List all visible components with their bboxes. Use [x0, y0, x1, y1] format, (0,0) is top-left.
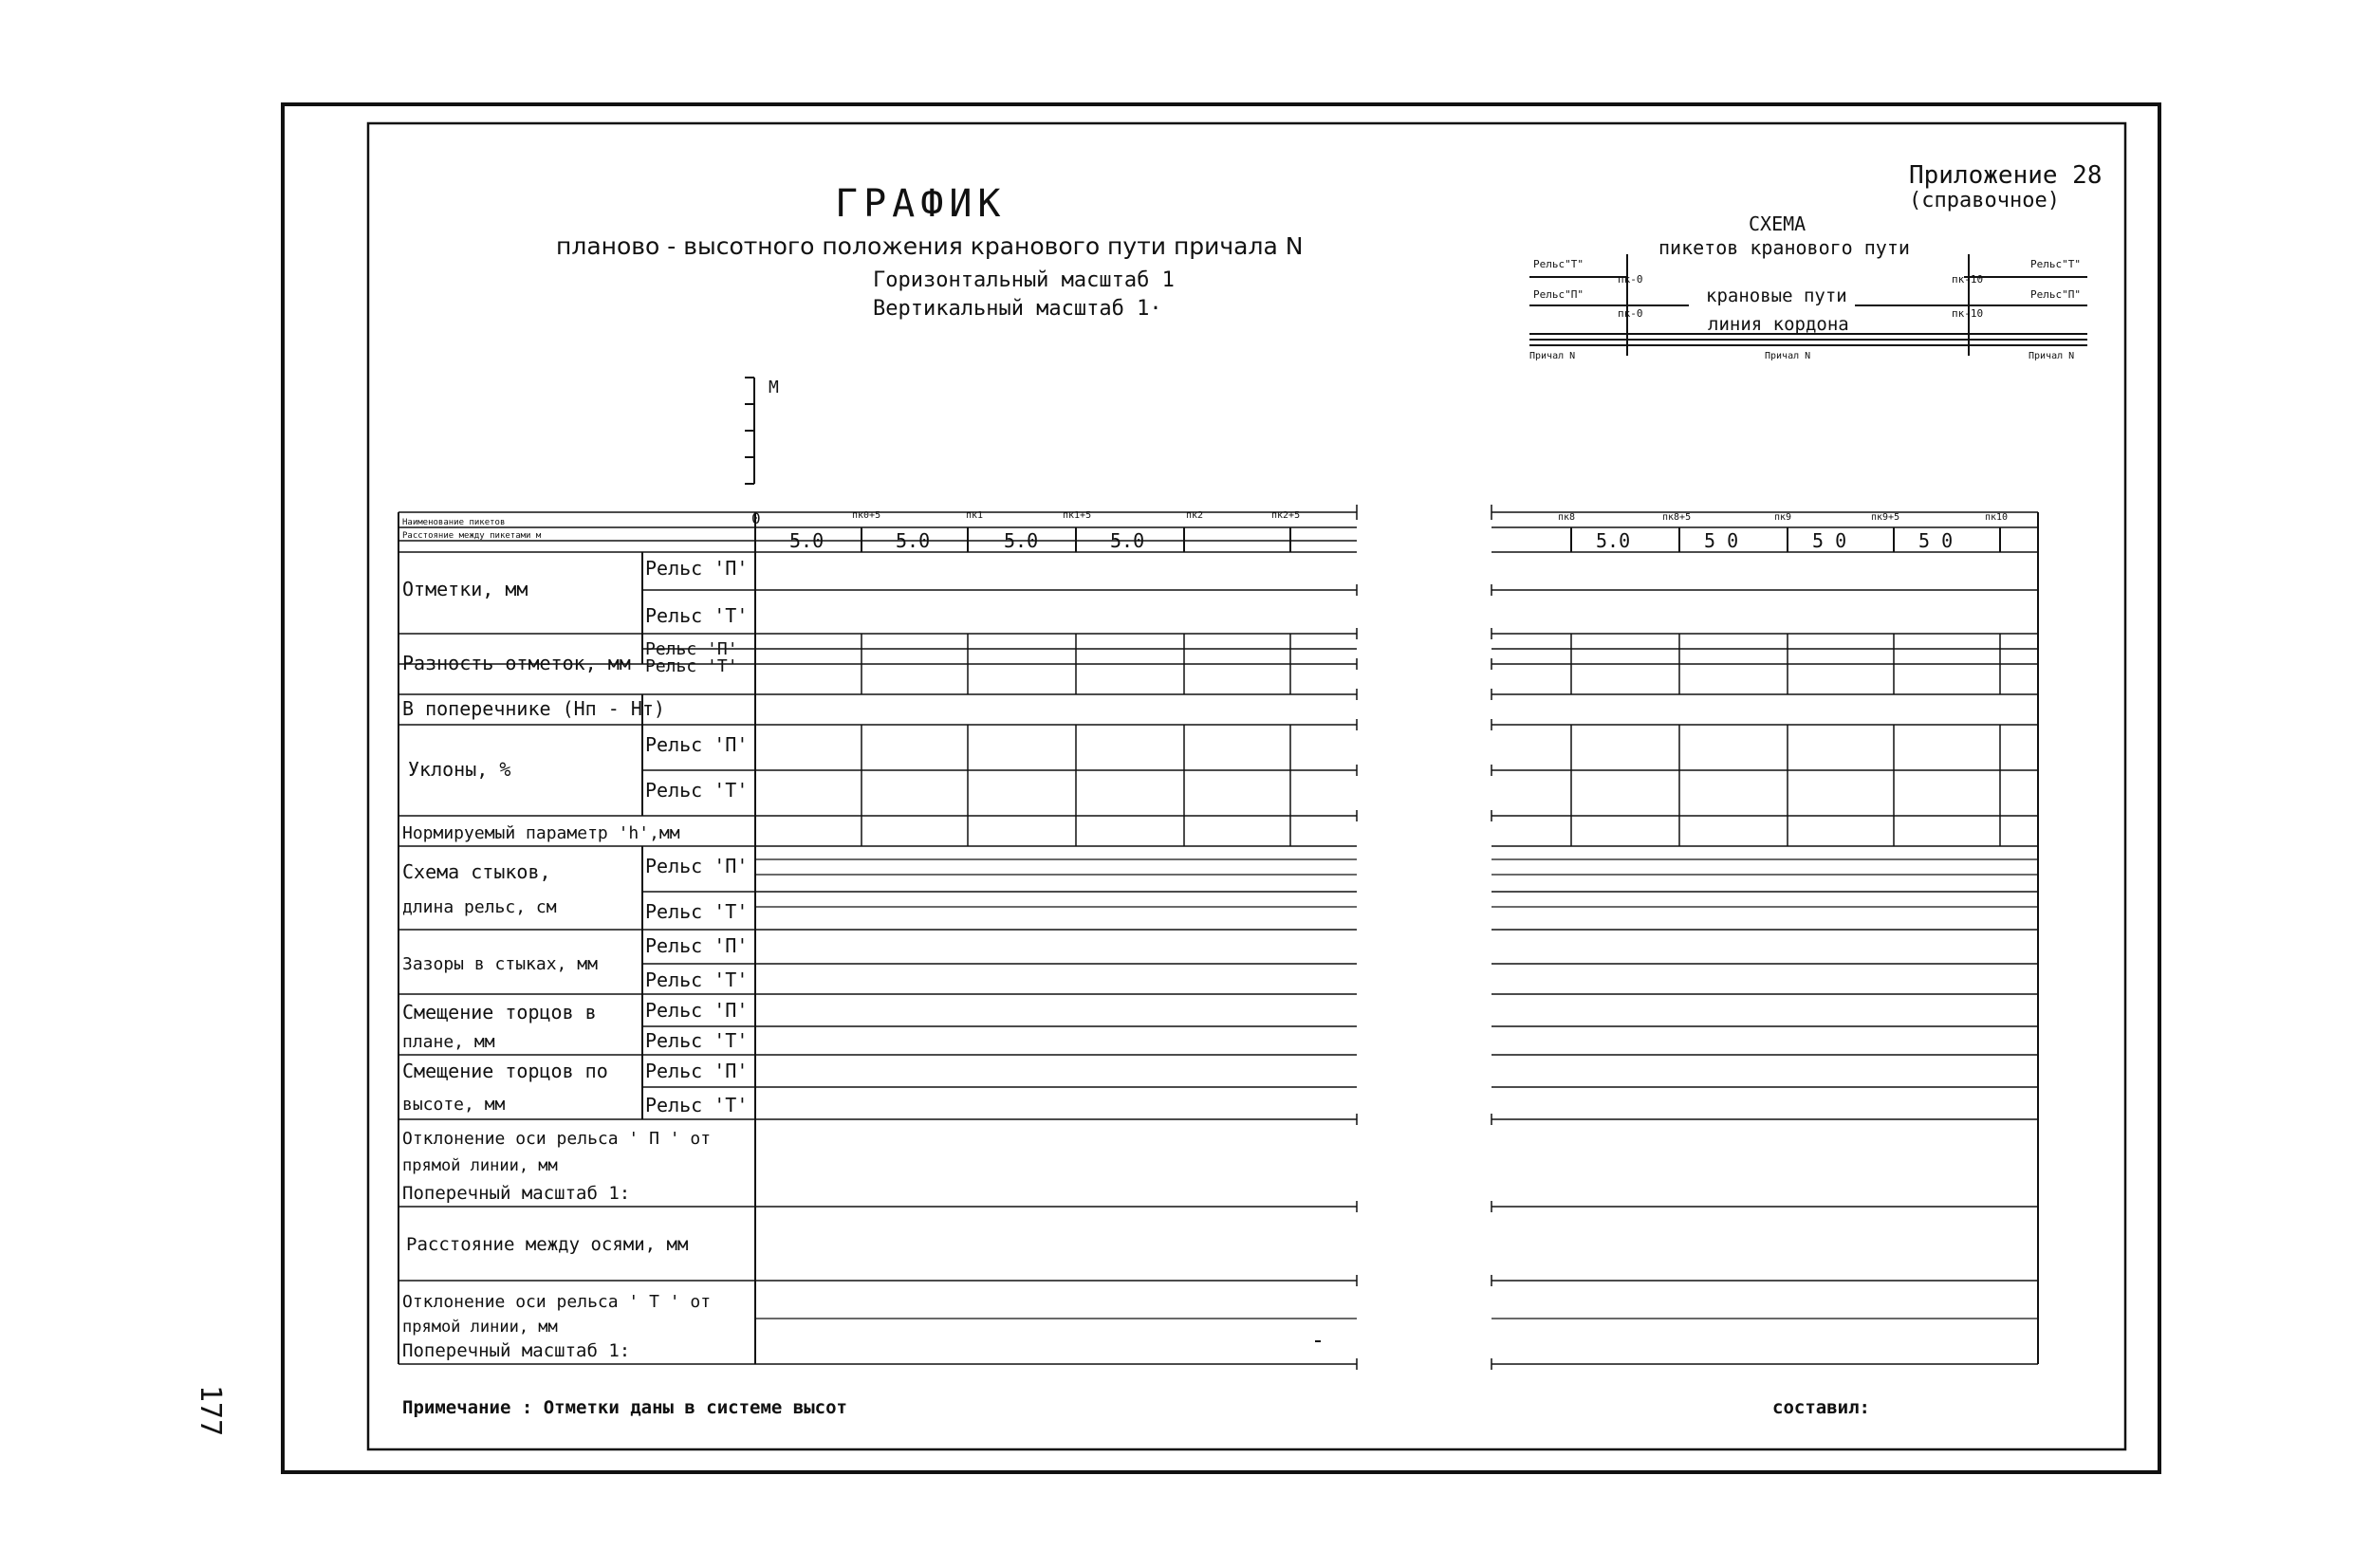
rail-t-label: Рельс 'Т'	[645, 779, 749, 802]
picket-zero: 0	[751, 509, 761, 527]
row-label-dev-p-3: Поперечный масштаб 1:	[402, 1183, 631, 1204]
distance-value: 5 0	[1704, 529, 1739, 552]
rail-p-label: Рельс 'П'	[645, 934, 749, 957]
distance-value: 5.0	[1110, 529, 1145, 552]
scheme-rail-p-right: Рельс"П"	[2030, 288, 2081, 301]
appendix-label: Приложение 28	[1909, 161, 2103, 190]
distance-value: 5 0	[1918, 529, 1954, 552]
rail-p-label: Рельс 'П'	[645, 855, 749, 877]
rail-t-label: Рельс 'Т'	[645, 900, 749, 923]
rail-t-label: Рельс 'Т'	[645, 1029, 749, 1052]
graph-subtitle: планово - высотного положения кранового пути причала N	[556, 232, 1304, 260]
row-label-transverse: В поперечнике (Нп - Нт)	[402, 697, 665, 720]
row-label-offset-plan-1: Смещение торцов в	[402, 1001, 597, 1024]
right-table	[1491, 505, 2038, 1370]
vertical-scale: Вертикальный масштаб 1·	[873, 297, 1162, 321]
header-distance: Расстояние между пикетами м	[402, 531, 542, 541]
row-label-dev-t-3: Поперечный масштаб 1:	[402, 1340, 631, 1361]
rail-p-label: Рельс 'П'	[645, 639, 738, 659]
row-label-dev-t-1: Отклонение оси рельса ' Т ' от	[402, 1292, 712, 1312]
scheme-rail-t-left: Рельс"Т"	[1533, 258, 1584, 270]
picket-label: пк2	[1186, 510, 1204, 521]
header-picket-names: Наименование пикетов	[402, 518, 506, 527]
scheme-rail-p-left: Рельс"П"	[1533, 288, 1584, 301]
picket-label: пк2+5	[1271, 510, 1301, 521]
rail-t-label: Рельс 'Т'	[645, 604, 749, 627]
footer-note: Примечание : Отметки даны в системе высот	[402, 1397, 847, 1418]
row-label-slopes: Уклоны, %	[408, 758, 511, 781]
rail-t-label: Рельс 'Т'	[645, 656, 738, 676]
scheme-title: СХЕМА	[1749, 212, 1806, 235]
footer-compiled: составил:	[1772, 1397, 1870, 1418]
scheme-pk10-bottom: пк-10	[1952, 307, 1984, 320]
scheme-rail-t-right: Рельс"Т"	[2030, 258, 2081, 270]
rail-t-label: Рельс 'Т'	[645, 1094, 749, 1116]
picket-label: пк10	[1985, 512, 2009, 523]
scale-unit: М	[769, 378, 779, 397]
picket-label: пк9+5	[1871, 512, 1900, 523]
picket-scheme	[1529, 212, 2087, 361]
row-label-dev-p-1: Отклонение оси рельса ' П ' от	[402, 1129, 712, 1149]
row-label-joints-1: Схема стыков,	[402, 860, 551, 883]
distance-value: 5 0	[1812, 529, 1847, 552]
scheme-pk0-bottom: пк-0	[1618, 307, 1643, 320]
rail-p-label: Рельс 'П'	[645, 1060, 749, 1082]
rail-p-label: Рельс 'П'	[645, 733, 749, 756]
outer-frame	[283, 104, 2159, 1472]
row-label-dev-t-2: прямой линии, мм	[402, 1318, 558, 1337]
distance-value: 5.0	[1596, 529, 1631, 552]
scheme-berth-center: Причал N	[1765, 351, 1811, 361]
scheme-pk0-top: пк-0	[1618, 273, 1643, 286]
rail-t-label: Рельс 'Т'	[645, 968, 749, 991]
row-label-norm-param: Нормируемый параметр 'h',мм	[402, 823, 680, 843]
picket-label: пк0+5	[852, 510, 881, 521]
graph-title: ГРАФИК	[835, 182, 1007, 226]
picket-label: пк1	[966, 510, 984, 521]
scheme-pk10-top: пк-10	[1952, 273, 1984, 286]
appendix-note: (справочное)	[1909, 189, 2060, 212]
row-label-offset-height-2: высоте, мм	[402, 1095, 506, 1115]
horizontal-scale: Горизонтальный масштаб 1	[873, 268, 1175, 292]
distance-value: 5.0	[1004, 529, 1039, 552]
page-number: 177	[194, 1385, 227, 1437]
scheme-kordon-line: линия кордона	[1708, 314, 1849, 335]
row-label-axis-distance: Расстояние между осями, мм	[406, 1234, 689, 1255]
vertical-scale-bar	[745, 378, 754, 484]
row-label-marks: Отметки, мм	[402, 578, 528, 600]
scheme-subtitle: пикетов кранового пути	[1658, 236, 1910, 259]
scheme-crane-tracks: крановые пути	[1706, 286, 1847, 306]
row-label-diff-marks: Разность отметок, мм	[402, 652, 631, 674]
rail-p-label: Рельс 'П'	[645, 557, 749, 580]
row-label-offset-height-1: Смещение торцов по	[402, 1060, 608, 1082]
scheme-berth-left: Причал N	[1529, 351, 1576, 361]
distance-value: 5.0	[789, 529, 824, 552]
picket-label: пк9	[1774, 512, 1792, 523]
scheme-berth-right: Причал N	[2029, 351, 2075, 361]
row-label-joints-2: длина рельс, см	[402, 897, 557, 917]
picket-label: пк8	[1558, 512, 1576, 523]
picket-label: пк8+5	[1662, 512, 1692, 523]
distance-value: 5.0	[896, 529, 931, 552]
picket-label: пк1+5	[1063, 510, 1092, 521]
row-label-offset-plan-2: плане, мм	[402, 1032, 495, 1052]
row-label-gaps: Зазоры в стыках, мм	[402, 954, 598, 974]
row-label-dev-p-2: прямой линии, мм	[402, 1156, 558, 1175]
rail-p-label: Рельс 'П'	[645, 999, 749, 1022]
